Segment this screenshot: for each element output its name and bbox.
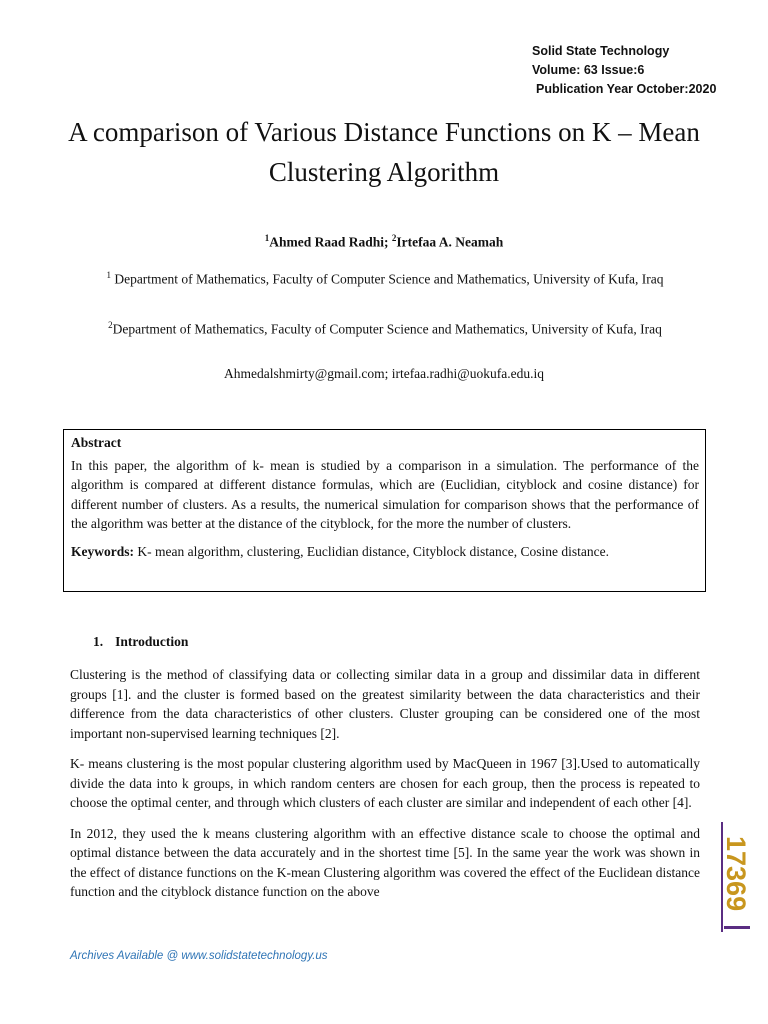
section-number: 1. bbox=[93, 634, 104, 649]
keywords-label: Keywords: bbox=[71, 543, 134, 559]
paragraph-3: In 2012, they used the k means clustering algorithm with an effective distance scale to choose the optimal and optimal distance between the data accurately and in the shortest time [5]. In the same year the work was shown in the effect of distance functions on the K-mean Clustering algorithm was covered the effect of the Euclidean distance function and the cityblock distance function on the above bbox=[70, 825, 700, 899]
affiliation-1-text: Department of Mathematics, Faculty of Computer Science and Mathematics, University of Kufa, Iraq bbox=[110, 271, 664, 287]
author1-name: Ahmed Raad Radhi; bbox=[269, 234, 392, 250]
affiliation-2-superscript: 2 bbox=[108, 320, 113, 330]
author-emails: Ahmedalshmirty@gmail.com; irtefaa.radhi@uokufa.edu.iq bbox=[224, 366, 544, 381]
page-number-text: 17369 bbox=[721, 836, 751, 912]
introduction-body bbox=[70, 665, 700, 913]
affiliation-1-superscript: 1 bbox=[106, 270, 111, 280]
author2-name: Irtefaa A. Neamah bbox=[396, 234, 504, 250]
section-title: Introduction bbox=[115, 634, 189, 649]
author2-superscript: 2 bbox=[391, 233, 397, 243]
archives-footer-link[interactable]: Archives Available @ www.solidstatetechnology.us bbox=[70, 950, 328, 962]
journal-header bbox=[532, 42, 716, 99]
affiliation-1 bbox=[70, 265, 700, 290]
keywords-line bbox=[71, 542, 699, 562]
page-number bbox=[720, 830, 752, 930]
author1-superscript: 1 bbox=[264, 233, 270, 243]
paragraph-2: K- means clustering is the most popular clustering algorithm used by MacQueen in 1967 [3].Used to automatically divide the data into k groups, in which random centers are chosen for each group, then the process is repeated to choose the optimal center, and through which clusters of each cluster are similar and independent of each other [4]. bbox=[70, 756, 700, 810]
publication-year: Publication Year October:2020 bbox=[536, 82, 717, 96]
abstract-text: In this paper, the algorithm of k- mean is studied by a comparison in a simulation. The performance of the algorithm is compared at different distance formulas, which are (Euclidian, cityblock and cosine distance) for different number of clusters. As a results, the numerical simulation for comparison shows that the performance of the algorithm was better at the distance of the cityblock, for the more the number of clusters. bbox=[71, 457, 699, 531]
author-line bbox=[0, 233, 768, 251]
abstract-box bbox=[63, 429, 706, 592]
page-number-accent-bar bbox=[724, 926, 750, 929]
keywords-text: K- mean algorithm, clustering, Euclidian distance, Cityblock distance, Cosine distance. bbox=[134, 543, 610, 559]
journal-name: Solid State Technology bbox=[532, 44, 670, 58]
section-heading-introduction bbox=[93, 634, 188, 650]
abstract-heading: Abstract bbox=[71, 435, 122, 450]
volume-issue: Volume: 63 Issue:6 bbox=[532, 63, 645, 77]
affiliation-2-text: Department of Mathematics, Faculty of Computer Science and Mathematics, University of Kufa, Iraq bbox=[112, 321, 662, 337]
affiliation-2 bbox=[70, 315, 700, 340]
paper-title: A comparison of Various Distance Functions on K – Mean Clustering Algorithm bbox=[68, 117, 700, 187]
paragraph-1: Clustering is the method of classifying data or collecting similar data in a group and dissimilar data in different groups [1]. and the cluster is formed based on the greatest similarity between the data characteristics and their difference from the data characteristics of other clusters. Cluster grouping can be considered one of the most important non-supervised learning techniques [2]. bbox=[70, 667, 700, 741]
